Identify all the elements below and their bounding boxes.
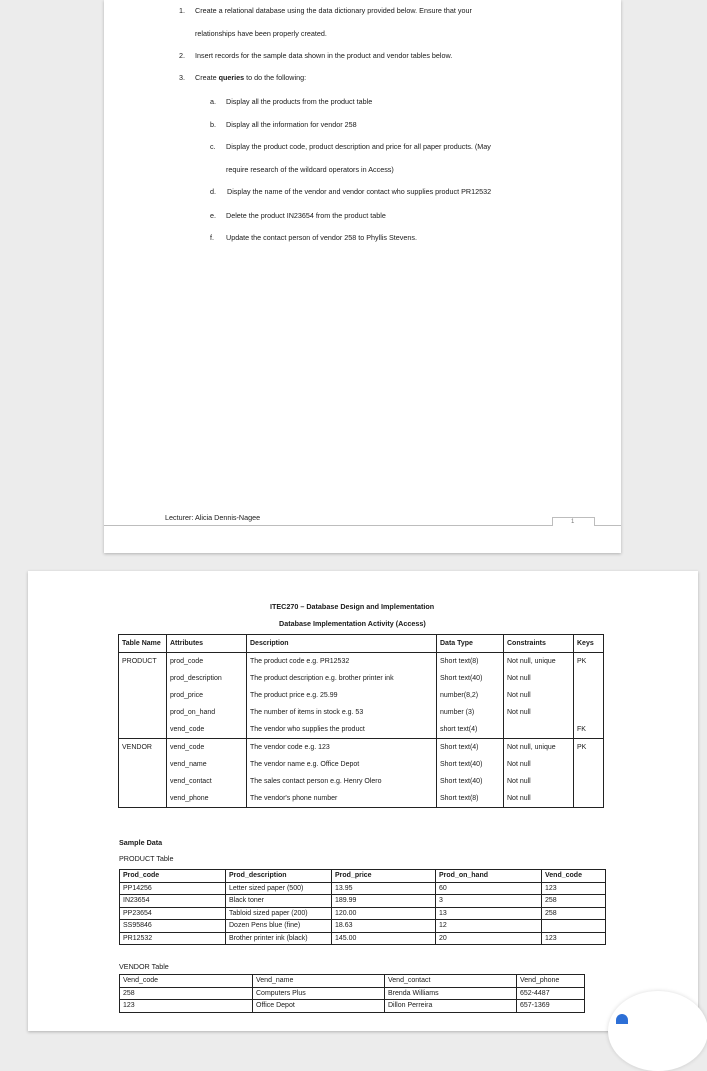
subitem-c-letter: c. [210,142,216,151]
doc-title: ITEC270 – Database Design and Implementation [270,602,435,611]
subitem-a-letter: a. [210,97,216,106]
item-3-text [195,74,306,81]
dict-attributes-vendor [167,739,247,808]
vendor-table-label: VENDOR Table [119,962,169,971]
dict-type: number (3) [440,709,475,716]
dict-descriptions-product [247,653,437,739]
table-cell: 120.00 [332,907,436,920]
dict-desc: The vendor name e.g. Office Depot [250,761,360,768]
product-header: Prod_description [226,870,332,883]
dict-table-vendor: VENDOR [119,739,167,808]
dict-attr: vend_contact [170,778,212,785]
dict-header-description: Description [247,635,437,653]
dict-header-row [119,635,604,653]
dict-type: Short text(40) [440,761,483,768]
table-cell: Brenda Williams [385,987,517,1000]
table-cell: 189.99 [332,895,436,908]
subitem-f-text: Update the contact person of vendor 258 to Phyllis Stevens. [226,233,417,242]
table-cell: 657-1369 [517,1000,585,1013]
table-cell: Computers Plus [253,987,385,1000]
doc-subtitle: Database Implementation Activity (Access) [279,619,426,628]
item-3-number: 3. [179,73,185,82]
dict-keys-vendor [574,739,604,808]
dict-type: Short text(40) [440,675,483,682]
dict-key: PK [577,658,587,665]
subitem-f-letter: f. [210,233,214,242]
footer-rule-tick [552,517,553,526]
dict-desc: The product description e.g. brother printer ink [250,675,394,682]
table-cell: SS95846 [120,920,226,933]
dict-header-attributes: Attributes [167,635,247,653]
table-cell: 652-4487 [517,987,585,1000]
table-cell: 258 [120,987,253,1000]
table-cell: 258 [542,907,606,920]
dict-header-table-name [119,635,167,653]
item-1-number: 1. [179,6,185,15]
table-row [120,895,606,908]
table-cell: PR12532 [120,932,226,945]
dict-type: short text(4) [440,726,478,733]
table-cell: Black toner [226,895,332,908]
dict-constraint [507,721,570,738]
dict-types-product [437,653,504,739]
dict-constraint: Not null [507,675,531,682]
footer-rule-end [594,525,621,526]
product-sample-table [119,869,606,945]
vendor-header: Vend_phone [517,975,585,988]
item-1-text-cont: relationships have been properly created. [195,29,327,38]
item-3-pre: Create [195,73,219,82]
dict-constraint: Not null [507,709,531,716]
dict-attr: prod_on_hand [170,709,216,716]
dict-constraint: Not null [507,761,531,768]
floating-action-button[interactable] [608,991,707,1071]
footer-lecturer: Lecturer: Alicia Dennis-Nagee [165,513,261,522]
table-cell: Dozen Pens blue (fine) [226,920,332,933]
vendor-header: Vend_code [120,975,253,988]
document-page-1 [104,0,621,553]
dict-desc: The vendor who supplies the product [250,726,365,733]
table-cell: Tabloid sized paper (200) [226,907,332,920]
subitem-d-text: Display the name of the vendor and vendor contact who supplies product PR12532 [227,187,492,196]
document-page-2 [28,571,698,1031]
dict-key: FK [577,726,586,733]
subitem-a-text: Display all the products from the product table [226,97,373,106]
item-3-bold: queries [218,73,245,82]
dict-key [577,704,600,721]
table-row [120,932,606,945]
product-header: Prod_code [120,870,226,883]
table-row [120,920,606,933]
product-header: Vend_code [542,870,606,883]
dict-desc: The vendor's phone number [250,795,338,802]
item-1-text: Create a relational database using the data dictionary provided below. Ensure that your [195,6,472,15]
vendor-header-row [120,975,585,988]
item-2-number: 2. [179,51,185,60]
dict-header-keys: Keys [574,635,604,653]
table-cell: 60 [436,882,542,895]
table-row [120,907,606,920]
dict-types-vendor [437,739,504,808]
dict-desc: The sales contact person e.g. Henry Olero [250,778,382,785]
dict-type: number(8,2) [440,692,479,699]
dict-desc: The number of items in stock e.g. 53 [250,709,364,716]
dict-header-data-type: Data Type [437,635,504,653]
data-dictionary-table [118,634,604,808]
table-row [120,987,585,1000]
product-header: Prod_on_hand [436,870,542,883]
table-cell: 145.00 [332,932,436,945]
dict-type: Short text(8) [440,658,479,665]
dict-desc: The vendor code e.g. 123 [250,744,330,751]
dict-attr: vend_name [170,761,207,768]
vendor-header: Vend_contact [385,975,517,988]
dict-row-product [119,653,604,739]
dict-type: Short text(40) [440,778,483,785]
table-cell: 18.63 [332,920,436,933]
table-cell: Brother printer ink (black) [226,932,332,945]
dict-header-table-name-text: Table Name [122,640,161,647]
footer-rule [104,525,552,526]
table-cell: Dillon Perreira [385,1000,517,1013]
item-3-post: to do the following: [244,73,307,82]
dict-desc: The product price e.g. 25.99 [250,692,338,699]
product-header-row [120,870,606,883]
table-row [120,882,606,895]
table-cell: IN23654 [120,895,226,908]
dict-constraint: Not null, unique [507,744,556,751]
dict-type: Short text(4) [440,744,479,751]
dict-constraint: Not null [507,778,531,785]
table-cell: 123 [542,882,606,895]
subitem-c-text-cont: require research of the wildcard operators in Access) [226,165,394,174]
dict-attr: vend_code [170,744,205,751]
table-cell [542,920,606,933]
dict-constraints-product [504,653,574,739]
table-cell: 13 [436,907,542,920]
subitem-b-letter: b. [210,120,216,129]
subitem-d-letter: d. [210,187,216,196]
dict-table-product: PRODUCT [119,653,167,739]
table-cell: 123 [542,932,606,945]
dict-attr: prod_description [170,675,222,682]
dict-constraint: Not null [507,795,531,802]
subitem-c-text: Display the product code, product description and price for all paper products. (May [226,142,491,151]
dict-constraint: Not null, unique [507,658,556,665]
table-cell: Office Depot [253,1000,385,1013]
table-cell: 3 [436,895,542,908]
subitem-e-text: Delete the product IN23654 from the product table [226,211,386,220]
scroll-indicator-icon[interactable] [616,1014,628,1024]
product-table-label: PRODUCT Table [119,854,174,863]
product-header: Prod_price [332,870,436,883]
table-cell: 13.95 [332,882,436,895]
table-row [120,1000,585,1013]
dict-attr: vend_code [170,726,205,733]
dict-header-constraints: Constraints [504,635,574,653]
dict-desc: The product code e.g. PR12532 [250,658,350,665]
table-cell: 123 [120,1000,253,1013]
dict-key [577,687,600,704]
table-cell: 20 [436,932,542,945]
dict-row-vendor [119,739,604,808]
dict-keys-product [574,653,604,739]
dict-key: PK [577,744,587,751]
dict-descriptions-vendor [247,739,437,808]
table-cell: Letter sized paper (500) [226,882,332,895]
vendor-header: Vend_name [253,975,385,988]
vendor-sample-table [119,974,585,1013]
table-cell: PP14256 [120,882,226,895]
sample-data-heading: Sample Data [119,838,163,847]
subitem-b-text: Display all the information for vendor 258 [226,120,357,129]
dict-key [577,670,600,687]
dict-attributes-product [167,653,247,739]
table-cell: 258 [542,895,606,908]
dict-attr: vend_phone [170,795,209,802]
dict-attr: prod_price [170,692,204,699]
dict-type: Short text(8) [440,795,479,802]
dict-attr: prod_code [170,658,204,665]
footer-rule-top [552,517,594,518]
page-number: 1 [571,519,575,525]
dict-constraint: Not null [507,692,531,699]
item-2-text: Insert records for the sample data shown in the product and vendor tables below. [195,51,453,60]
table-cell: 12 [436,920,542,933]
dict-constraints-vendor [504,739,574,808]
subitem-e-letter: e. [210,211,216,220]
table-cell: PP23654 [120,907,226,920]
